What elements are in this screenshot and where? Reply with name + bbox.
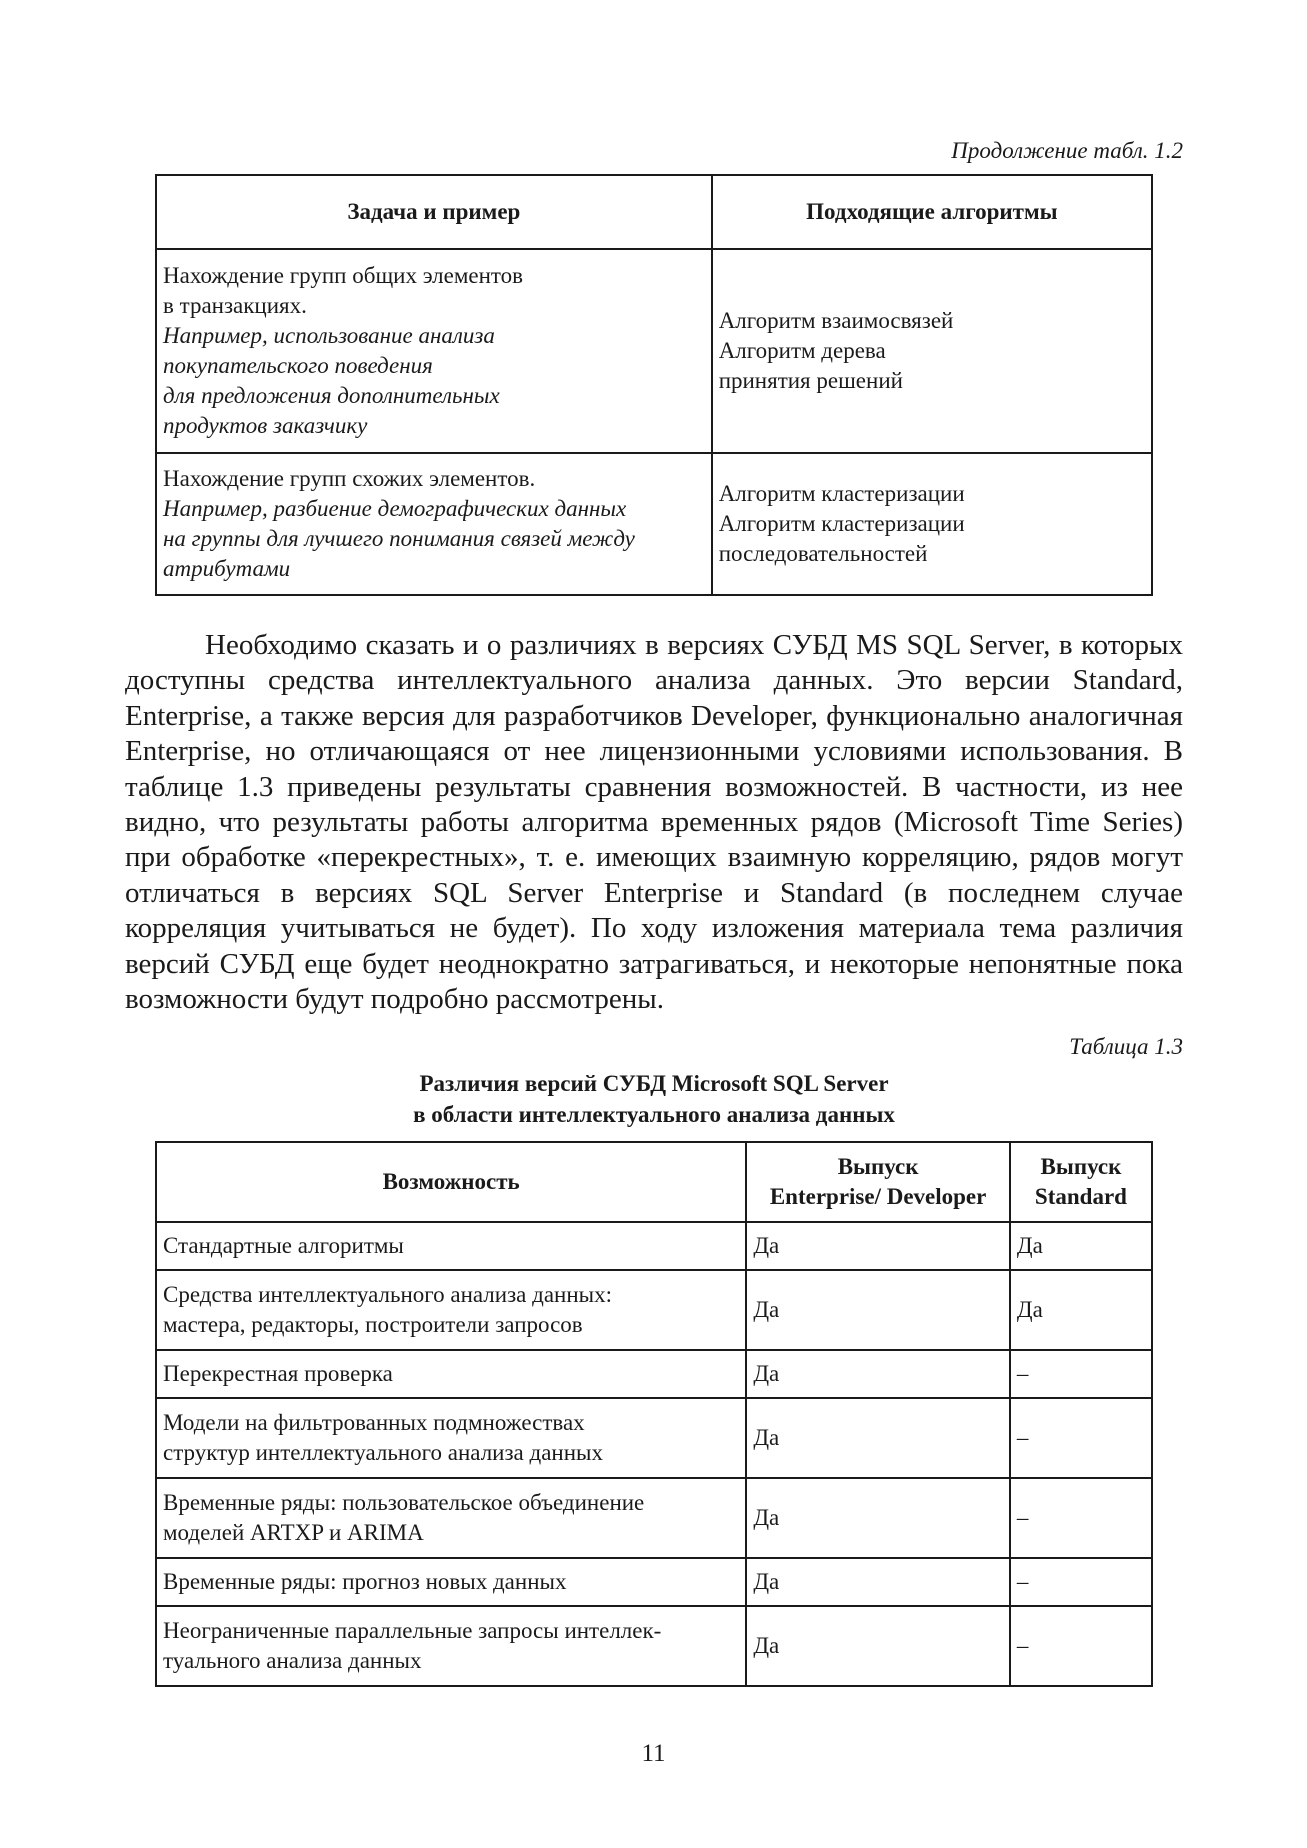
standard-cell: –	[1010, 1478, 1152, 1558]
feature-line: туального анализа данных	[163, 1648, 422, 1673]
table-row	[156, 1350, 1152, 1398]
header-enterprise	[746, 1142, 1010, 1222]
feature-line: моделей ARTXP и ARIMA	[163, 1520, 424, 1545]
table-1-3	[155, 1141, 1153, 1687]
example-line: атрибутами	[163, 556, 291, 581]
feature-line: Временные ряды: пользовательское объединение	[163, 1490, 645, 1515]
header-line: Выпуск	[837, 1154, 919, 1179]
algorithm-line: Алгоритм кластеризации	[718, 511, 965, 536]
example-line: покупательского поведения	[163, 353, 433, 378]
enterprise-cell: Да	[746, 1398, 1010, 1478]
header-feature: Возможность	[156, 1142, 746, 1222]
algorithm-line: Алгоритм взаимосвязей	[718, 308, 954, 333]
standard-cell: Да	[1010, 1222, 1152, 1270]
header-line: Enterprise/ Developer	[769, 1184, 987, 1209]
example-line: Например, разбиение демографических данных	[163, 496, 627, 521]
algorithm-line: принятия решений	[718, 368, 903, 393]
standard-cell: –	[1010, 1350, 1152, 1398]
example-line: для предложения дополнительных	[163, 383, 500, 408]
header-algorithms: Подходящие алгоритмы	[712, 175, 1152, 249]
task-line: в транзакциях.	[163, 293, 307, 318]
continuation-caption: Продолжение табл. 1.2	[951, 138, 1183, 163]
algorithm-line: последовательностей	[718, 541, 928, 566]
header-line: Выпуск	[1040, 1154, 1122, 1179]
page-number: 11	[641, 1740, 666, 1767]
standard-cell: Да	[1010, 1270, 1152, 1350]
standard-cell: –	[1010, 1398, 1152, 1478]
feature-line: структур интеллектуального анализа данных	[163, 1440, 603, 1465]
standard-cell: –	[1010, 1558, 1152, 1606]
enterprise-cell: Да	[746, 1350, 1010, 1398]
enterprise-cell: Да	[746, 1606, 1010, 1686]
example-line: продуктов заказчику	[163, 413, 368, 438]
body-paragraph: Необходимо сказать и о различиях в версиях СУБД MS SQL Server, в которых доступны средства интеллектуального анализа данных. Это версии Standard, Enterprise, а также версия для разработчиков Developer, функционально аналогичная Enterprise, но отличающаяся от нее лицензионными условиями использования. В таблице 1.3 приведены результаты сравнения возможностей. В частности, из нее видно, что результаты работы алгоритма временных рядов (Microsoft Time Series) при обработке «перекрестных», т. е. имеющих взаимную корреляцию, рядов могут отличаться в версиях SQL Server Enterprise и Standard (в последнем случае корреляция учитываться не будет). По ходу изложения материала тема различия версий СУБД еще будет неоднократно затрагиваться, и некоторые непонятные пока возможности будут подробно рассмотрены.	[125, 629, 1183, 1016]
example-line: Например, использование анализа	[163, 323, 495, 348]
algorithms-cell	[712, 249, 1152, 453]
task-line: Нахождение групп схожих элементов.	[163, 466, 536, 491]
header-task: Задача и пример	[156, 175, 712, 249]
table-row	[156, 453, 1152, 595]
table-header-row	[156, 1142, 1152, 1222]
feature-cell	[156, 1478, 746, 1558]
table-title-line: Различия версий СУБД Microsoft SQL Server	[419, 1071, 889, 1096]
table-title-line: в области интеллектуального анализа данных	[413, 1102, 895, 1127]
example-line: на группы для лучшего понимания связей между	[163, 526, 635, 551]
standard-cell: –	[1010, 1606, 1152, 1686]
feature-cell	[156, 1222, 746, 1270]
enterprise-cell: Да	[746, 1558, 1010, 1606]
algorithm-line: Алгоритм дерева	[718, 338, 886, 363]
feature-line: Стандартные алгоритмы	[163, 1233, 404, 1258]
enterprise-cell: Да	[746, 1270, 1010, 1350]
feature-cell	[156, 1558, 746, 1606]
feature-line: Временные ряды: прогноз новых данных	[163, 1569, 567, 1594]
table-row	[156, 1558, 1152, 1606]
table-row	[156, 1222, 1152, 1270]
feature-line: мастера, редакторы, построители запросов	[163, 1312, 583, 1337]
table-label: Таблица 1.3	[1069, 1034, 1183, 1059]
table-row	[156, 1478, 1152, 1558]
header-standard	[1010, 1142, 1152, 1222]
task-line: Нахождение групп общих элементов	[163, 263, 524, 288]
feature-line: Перекрестная проверка	[163, 1361, 393, 1386]
table-row	[156, 1606, 1152, 1686]
header-line: Standard	[1034, 1184, 1127, 1209]
table-row	[156, 249, 1152, 453]
feature-line: Средства интеллектуального анализа данных:	[163, 1282, 613, 1307]
table-row	[156, 1398, 1152, 1478]
task-cell	[156, 249, 712, 453]
feature-cell	[156, 1398, 746, 1478]
algorithm-line: Алгоритм кластеризации	[718, 481, 965, 506]
table-header-row	[156, 175, 1152, 249]
feature-line: Неограниченные параллельные запросы интеллек-	[163, 1618, 662, 1643]
feature-cell	[156, 1606, 746, 1686]
feature-line: Модели на фильтрованных подмножествах	[163, 1410, 585, 1435]
task-cell	[156, 453, 712, 595]
feature-cell	[156, 1270, 746, 1350]
algorithms-cell	[712, 453, 1152, 595]
table-1-2	[155, 174, 1153, 596]
feature-cell	[156, 1350, 746, 1398]
table-title	[155, 1068, 1153, 1130]
enterprise-cell: Да	[746, 1478, 1010, 1558]
enterprise-cell: Да	[746, 1222, 1010, 1270]
table-row	[156, 1270, 1152, 1350]
